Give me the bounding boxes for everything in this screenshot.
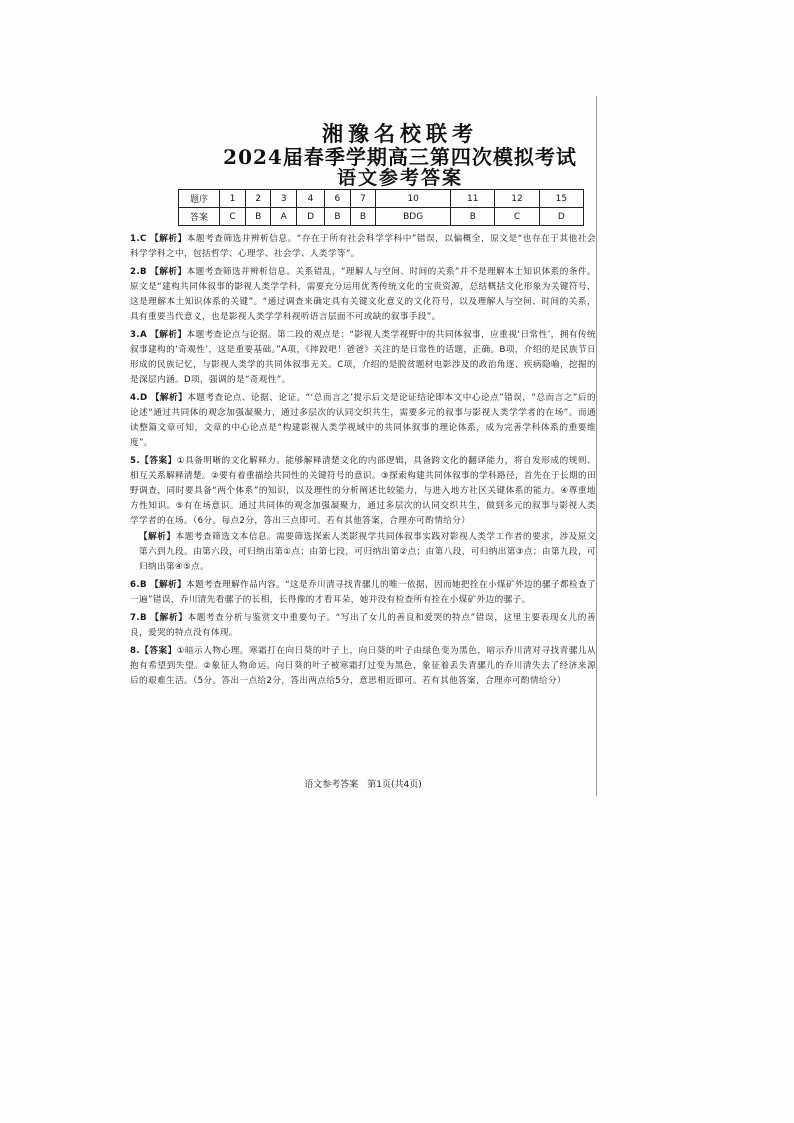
question-cell: 7: [350, 190, 376, 208]
question-cell: 1: [220, 190, 246, 208]
answer-table-question-row: [179, 190, 584, 208]
item-tag: 【解析】: [150, 267, 187, 277]
item-tag: 【答案】: [140, 646, 177, 656]
answer-cell: D: [539, 208, 583, 226]
item-tag: 【解析】: [150, 613, 188, 623]
answer-table: [178, 189, 584, 226]
exam-title-main: 2024届春季学期高三第四次模拟考试: [223, 145, 577, 169]
answer-cell: B: [451, 208, 495, 226]
answer-cell: B: [350, 208, 376, 226]
answer-cell: C: [495, 208, 539, 226]
answer-cell: A: [271, 208, 296, 226]
answer-cell: BDG: [376, 208, 451, 226]
item-number: 3.A: [130, 330, 148, 340]
item-tag: 【解析】: [150, 580, 187, 590]
item-text: 本题考查筛选并辨析信息。关系错乱，“理解人与空间、时间的关系”并不是理解本土知识体系的条件。原文是“建构共同体叙事的影视人类学学科，需要充分运用优秀传统文化的宝贵资源，总结概括文化形象为关键符号，这是理解本土知识体系的关键”。“通过调查来确定具有关键文化意义的文化符号，以及理解人与空间、时间的关系，具有重要当代意义，也是影视人类学学科视听语言层面不可或缺的叙事手段”。: [130, 267, 597, 322]
question-cell: 3: [271, 190, 296, 208]
answer-item-1: [130, 232, 596, 262]
exam-title-union: 湘豫名校联考: [322, 121, 478, 146]
answer-item-8: [130, 644, 596, 689]
item-tag: 【解析】: [150, 393, 188, 403]
item-tag: 【解析】: [150, 330, 187, 340]
answer-cell: B: [245, 208, 271, 226]
item-text: 本题考查论点、论据、论证。“‘总而言之’提示后文是论证结论即本文中心论点”错误，“总而言之”后的论述“通过共同体的观念加强凝聚力，通过多层次的认同交织共生，需要多元的叙事与影视人类学学者的在场”。而通读整篇文章可知，文章的中心论点是“构建影视人类学视域中的共同体叙事的理论体系，成为完善学科体系的重要维度”。: [130, 393, 596, 448]
answer-cell: B: [325, 208, 351, 226]
question-cell: 6: [325, 190, 351, 208]
item-text: 本题考查论点与论据。第二段的观点是：“影视人类学视野中的共同体叙事，应重视‘日常性’，拥有传统叙事建构的‘奇观性’，这是重要基础。”A项，《摔跤吧！爸爸》关注的是日常性的话题，正确。B项，介绍的是民族节日形成的民族记忆，与影视人类学的共同体叙事无关。C项，介绍的是脱贫题材电影涉及的政治角逐、疾病隐喻，挖掘的是深层内涵。D项，强调的是“奇观性”。: [130, 330, 597, 385]
item-tag: 【解析】: [139, 532, 176, 542]
item-number: 4.D: [130, 393, 148, 403]
question-cell: 4: [296, 190, 324, 208]
item-text: ①具备明晰的文化解释力。能够解释清楚文化的内部逻辑，具备跨文化的翻译能力，将自发形成的规则、相互关系解释清楚。②要有着重描绘共同性的关键符号的意识。③探索构建共同体叙事的学科路径，首先在于长期的田野调查，同时要具备“两个体系”的知识，以及理性的分析阐述比较能力，与进入地方社区关键体系的能力。④尊重地方性知识。⑤有在场意识。通过共同体的观念加强凝聚力，通过多层次的认同交织共生，做到多元的叙事与影视人类学学者的在场。（6分。每点2分，答出三点即可。若有其他答案，合理亦可酌情给分）: [130, 456, 597, 526]
item-tag: 【答案】: [140, 456, 177, 466]
answer-item-5-explanation: [130, 530, 596, 575]
item-number: 2.B: [130, 267, 147, 277]
question-row-label: 题序: [179, 190, 220, 208]
answer-item-4: [130, 391, 596, 451]
question-cell: 15: [539, 190, 583, 208]
item-text: ①暗示人物心理。寒霜打在向日葵的叶子上，向日葵的叶子由绿色变为黑色，暗示乔川清对寻找青骡儿从抱有希望到失望。②象征人物命运。向日葵的叶子被寒霜打过变为黑色，象征着丢失青骡儿的乔川清失去了经济来源后的艰难生活。（5分。答出一点给2分，答出两点给5分，意思相近即可。若有其他答案，合理亦可酌情给分）: [130, 646, 597, 686]
question-cell: 12: [495, 190, 539, 208]
question-cell: 11: [451, 190, 495, 208]
answer-item-2: [130, 265, 596, 325]
answer-item-5: [130, 454, 596, 529]
answer-explanations: [130, 232, 596, 690]
page-edge-line: [596, 96, 597, 796]
item-tag: 【解析】: [150, 234, 187, 244]
item-text: 本题考查分析与鉴赏文中重要句子。“写出了女儿的善良和爱哭的特点”错误，这里主要表现女儿的善良，爱哭的特点没有体现。: [130, 613, 596, 638]
item-text: 本题考查理解作品内容。“这是乔川清寻找青骡儿的唯一依据，因而她把拴在小煤矿外边的骡子都检查了一遍”错误，乔川清先看骡子的长相，长得像的才看耳朵，她并没有检查所有拴在小煤矿外边的骡子。: [130, 580, 596, 605]
question-cell: 2: [245, 190, 271, 208]
question-cell: 10: [376, 190, 451, 208]
answer-row-label: 答案: [179, 208, 220, 226]
item-number: 1.C: [130, 234, 147, 244]
item-number: 6.B: [130, 580, 147, 590]
exam-title-subject: 语文参考答案: [336, 167, 463, 189]
page-footer: 语文参考答案 第1页(共4页): [304, 780, 422, 790]
answer-cell: C: [220, 208, 246, 226]
item-number: 7.B: [130, 613, 147, 623]
answer-cell: D: [296, 208, 324, 226]
answer-table-answer-row: [179, 208, 584, 226]
item-number: 8.: [130, 646, 141, 656]
item-number: 5.: [130, 456, 141, 466]
answer-item-3: [130, 328, 596, 388]
answer-item-6: [130, 578, 596, 608]
item-text: 本题考查筛选并辨析信息。“存在于所有社会科学学科中”错误，以偏概全，原文是“也存在于其他社会科学学科之中，包括哲学、心理学、社会学、人类学等”。: [130, 234, 596, 259]
answer-item-7: [130, 611, 596, 641]
item-text: 本题考查筛选文本信息。需要筛选探索人类影视学共同体叙事实践对影视人类学工作者的要求，涉及原文第六到九段。由第六段，可归纳出第①点；由第七段，可归纳出第②点；由第八段，可归纳出第③点；由第九段，可归纳出第④⑤点。: [139, 532, 596, 572]
